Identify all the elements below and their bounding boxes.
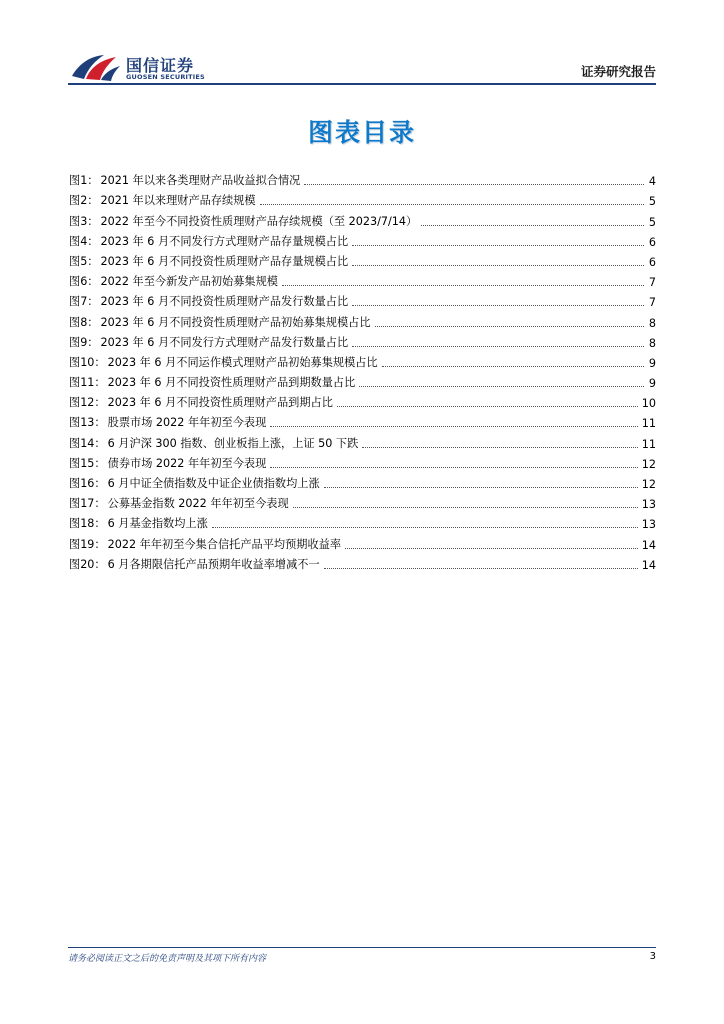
toc-entry-title: 债券市场 2022 年年初至今表现: [107, 456, 267, 470]
toc-entry[interactable]: [69, 309, 656, 329]
table-of-figures: [69, 168, 656, 572]
toc-entry[interactable]: [69, 289, 656, 309]
toc-entry-page: 5: [648, 195, 656, 209]
toc-entry-title: 2023 年 6 月不同发行方式理财产品存量规模占比: [100, 234, 349, 248]
toc-dot-leader: [352, 264, 644, 266]
footer-disclaimer: 请务必阅读正文之后的免责声明及其项下所有内容: [68, 954, 267, 964]
toc-dot-leader: [359, 385, 644, 387]
toc-entry-number: 图18：: [69, 517, 106, 531]
toc-entry-page: 7: [648, 276, 656, 290]
toc-entry-page: 7: [648, 296, 656, 310]
toc-entry-page: 8: [648, 336, 656, 350]
toc-dot-leader: [282, 284, 644, 286]
toc-entry[interactable]: [69, 330, 656, 350]
toc-entry[interactable]: [69, 229, 656, 249]
toc-entry[interactable]: [69, 269, 656, 289]
toc-entry[interactable]: [69, 390, 656, 410]
toc-entry[interactable]: [69, 451, 656, 471]
toc-entry[interactable]: [69, 552, 656, 572]
logo-english-name: GUOSEN SECURITIES: [126, 73, 205, 81]
toc-dot-leader: [362, 446, 637, 448]
toc-entry-title: 2022 年至今新发产品初始募集规模: [100, 275, 278, 289]
toc-entry-page: 5: [648, 215, 656, 229]
toc-entry-page: 11: [641, 437, 656, 451]
header-divider: [68, 83, 656, 85]
toc-entry-title: 2023 年 6 月不同投资性质理财产品发行数量占比: [100, 295, 349, 309]
toc-entry[interactable]: [69, 531, 656, 551]
toc-entry-title: 2021 年以来各类理财产品收益拟合情况: [100, 174, 301, 188]
toc-entry[interactable]: [69, 410, 656, 430]
logo-chinese-name: 国信证券: [126, 56, 195, 75]
page-number: 3: [649, 951, 656, 962]
toc-entry-title: 2021 年以来理财产品存续规模: [100, 194, 256, 208]
toc-entry-page: 14: [641, 558, 656, 572]
toc-entry-number: 图2：: [69, 194, 99, 208]
toc-entry[interactable]: [69, 491, 656, 511]
toc-entry-page: 6: [648, 235, 656, 249]
toc-dot-leader: [375, 325, 644, 327]
toc-dot-leader: [260, 203, 644, 205]
toc-dot-leader: [352, 244, 644, 246]
toc-entry-title: 6 月中证全债指数及中证企业债指数均上涨: [107, 477, 320, 490]
toc-entry-page: 11: [641, 417, 656, 431]
toc-dot-leader: [337, 405, 638, 407]
toc-entry-number: 图4：: [69, 234, 99, 248]
toc-entry-title: 2022 年至今不同投资性质理财产品存续规模（至 2023/7/14）: [100, 214, 418, 228]
toc-entry-page: 12: [641, 457, 656, 471]
toc-entry-number: 图1：: [69, 174, 99, 188]
toc-entry-page: 13: [641, 498, 656, 512]
toc-entry[interactable]: [69, 168, 656, 188]
toc-entry-number: 图12：: [69, 396, 106, 410]
toc-entry-page: 10: [641, 397, 656, 411]
toc-dot-leader: [324, 486, 638, 488]
toc-entry-page: 12: [641, 478, 656, 491]
toc-entry-title: 2023 年 6 月不同投资性质理财产品到期数量占比: [107, 376, 356, 390]
guosen-logo: [70, 50, 230, 84]
toc-entry-number: 图6：: [69, 275, 99, 289]
toc-entry-title: 6 月基金指数均上涨: [107, 517, 208, 531]
toc-dot-leader: [382, 365, 644, 367]
toc-entry-number: 图15：: [69, 456, 106, 470]
toc-entry[interactable]: [69, 511, 656, 531]
toc-entry-title: 6 月沪深 300 指数、创业板指上涨，上证 50 下跌: [107, 436, 359, 450]
toc-entry-title: 2023 年 6 月不同发行方式理财产品发行数量占比: [100, 335, 349, 349]
toc-dot-leader: [324, 567, 638, 569]
page-header: [68, 50, 656, 86]
toc-entry-page: 9: [648, 356, 656, 370]
toc-entry-page: 4: [648, 175, 656, 189]
toc-entry-number: 图16：: [69, 477, 106, 490]
toc-entry-number: 图13：: [69, 416, 106, 430]
toc-entry-page: 8: [648, 316, 656, 330]
toc-entry-number: 图19：: [69, 537, 106, 551]
toc-entry-number: 图17：: [69, 497, 106, 511]
toc-entry[interactable]: [69, 188, 656, 208]
toc-entry-title: 2023 年 6 月不同投资性质理财产品存量规模占比: [100, 254, 349, 268]
toc-entry-title: 2022 年年初至今集合信托产品平均预期收益率: [107, 537, 342, 551]
toc-dot-leader: [293, 506, 638, 508]
toc-entry-number: 图7：: [69, 295, 99, 309]
toc-entry[interactable]: [69, 208, 656, 228]
footer-divider: [68, 947, 656, 948]
toc-entry-title: 2023 年 6 月不同投资性质理财产品初始募集规模占比: [100, 315, 371, 329]
toc-entry-page: 14: [641, 538, 656, 552]
guosen-logo-icon: [70, 52, 122, 82]
toc-entry-title: 6 月各期限信托产品预期年收益率增减不一: [107, 557, 320, 571]
toc-entry[interactable]: [69, 370, 656, 390]
toc-dot-leader: [212, 526, 638, 528]
toc-entry[interactable]: [69, 430, 656, 450]
report-type-label: 证券研究报告: [580, 64, 656, 79]
toc-entry-page: 9: [648, 377, 656, 391]
toc-entry[interactable]: [69, 249, 656, 269]
toc-entry-number: 图3：: [69, 214, 99, 228]
toc-entry-title: 2023 年 6 月不同运作模式理财产品初始募集规模占比: [107, 355, 378, 369]
toc-dot-leader: [345, 547, 638, 549]
toc-entry-title: 公募基金指数 2022 年年初至今表现: [107, 497, 289, 511]
toc-entry[interactable]: [69, 471, 656, 491]
toc-dot-leader: [421, 224, 644, 226]
toc-entry-title: 股票市场 2022 年年初至今表现: [107, 416, 267, 430]
toc-entry-page: 6: [648, 255, 656, 269]
toc-entry-number: 图11：: [69, 376, 106, 390]
toc-entry-number: 图14：: [69, 436, 106, 450]
toc-entry-number: 图9：: [69, 335, 99, 349]
toc-dot-leader: [270, 466, 637, 468]
toc-dot-leader: [304, 183, 644, 185]
toc-dot-leader: [352, 304, 644, 306]
toc-entry[interactable]: [69, 350, 656, 370]
toc-entry-number: 图8：: [69, 315, 99, 329]
toc-dot-leader: [270, 425, 637, 427]
toc-entry-title: 2023 年 6 月不同投资性质理财产品到期占比: [107, 396, 333, 410]
toc-entry-number: 图10：: [69, 355, 106, 369]
toc-dot-leader: [352, 345, 644, 347]
toc-entry-number: 图5：: [69, 254, 99, 268]
toc-entry-number: 图20：: [69, 557, 106, 571]
toc-entry-page: 13: [641, 518, 656, 532]
page-title: 图表目录: [307, 118, 416, 147]
